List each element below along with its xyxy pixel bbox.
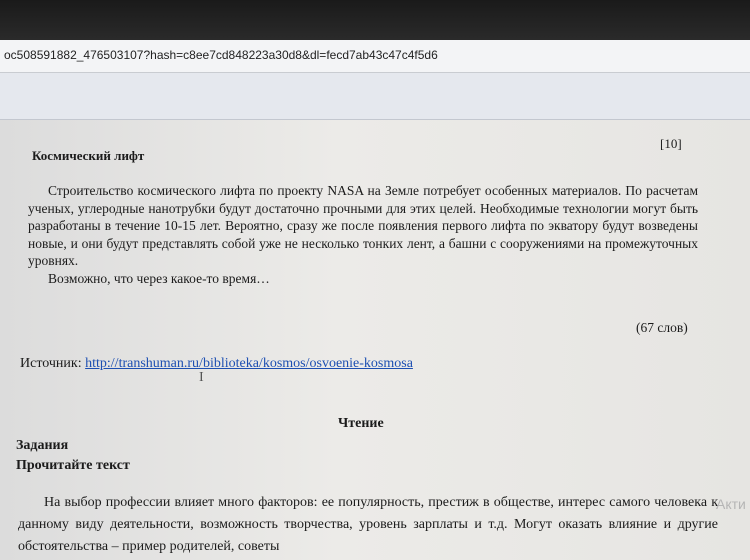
- viewer-toolbar: [0, 73, 750, 120]
- article-heading: Космический лифт: [32, 148, 145, 163]
- paragraph-2: Возможно, что через какое-то время…: [48, 270, 270, 286]
- source-link[interactable]: http://transhuman.ru/biblioteka/kosmos/osvoenie-kosmosa: [85, 356, 413, 371]
- section-title: Чтение: [338, 416, 384, 431]
- activation-watermark: Акти: [716, 496, 746, 512]
- word-count: (67 слов): [636, 320, 688, 335]
- screen-top-bezel: [0, 0, 750, 40]
- reading-paragraph: На выбор профессии влияет много факторов: ее популярность, престиж в обществе, интерес самого человека к данному виду деятельности, возможность творчества, уровень зарплаты и т.д. Могут оказать влияние и другие обстоятельства – пример родителей, советы: [18, 495, 718, 554]
- paragraph-1: Строительство космического лифта по проекту NASA на Земле потребует особенных материалов. По расчетам ученых, углеродные нанотрубки будут достаточно прочными для этих целей. Необходимые технологии могут быть разработаны в течение 10-15 лет. Вероятно, сразу же после появления первого лифта по экватору будут возведены новые, и они будут представлять собой уже не несколько тонких лент, а башни с сооружениями на промежуточных уровнях.: [28, 183, 698, 268]
- instruction: Прочитайте текст: [16, 458, 130, 473]
- source-line: [20, 356, 413, 372]
- tasks-label: Задания: [16, 438, 69, 453]
- url-text[interactable]: oc508591882_476503107?hash=c8ee7cd848223a30d8&dl=fecd7ab43c47c4f5d6: [4, 48, 438, 62]
- source-label: Источник:: [20, 356, 82, 371]
- page-marker: [10]: [660, 136, 682, 151]
- text-cursor-icon: I: [199, 370, 204, 385]
- tasks-block: [16, 436, 130, 476]
- article-text: [28, 182, 698, 287]
- document-page: [0, 120, 750, 560]
- address-bar[interactable]: [0, 40, 750, 73]
- reading-text: [18, 492, 718, 558]
